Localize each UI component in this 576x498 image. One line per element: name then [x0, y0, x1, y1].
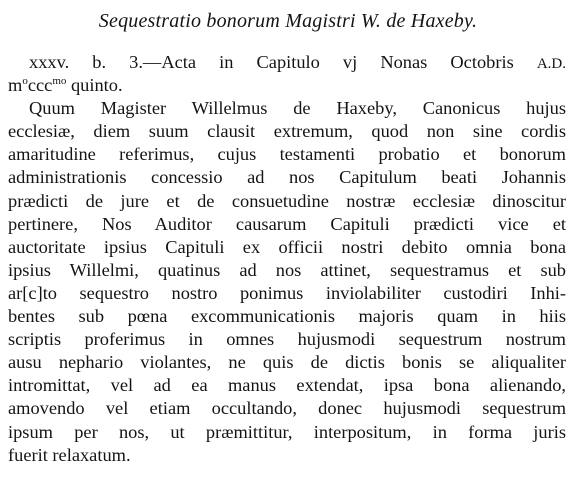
heading-line: [8, 51, 566, 74]
paragraph-line: ausu nephario violantes, ne quis de dictis bonis se aliqualiter: [8, 352, 566, 373]
year-superscript-1: o: [22, 74, 28, 87]
paragraph-line: ipsum per nos, ut præmittitur, interpositum, in forma juris: [8, 421, 566, 442]
year-superscript-2: mo: [52, 74, 67, 87]
paragraph-line: prædicti de jure et de consuetudine nostræ ecclesiæ dinoscitur: [8, 190, 566, 211]
paragraph-line: auctoritate ipsius Capituli ex officii nostri debito omnia bona: [8, 236, 566, 257]
paragraph-line: ecclesiæ, diem suum clausit extremum, quod non sine cordis: [8, 121, 566, 142]
paragraph-line: bentes sub pœna excommunicationis majoris quam in hiis: [8, 306, 566, 327]
paragraph-line: pertinere, Nos Auditor causarum Capituli prædicti vice et: [8, 213, 566, 234]
document-body: [8, 51, 566, 467]
heading-ref: xxxv. b. 3.—Acta in Capitulo vj Nonas Octobris: [29, 52, 514, 72]
paragraph-line: Quum Magister Willelmus de Haxeby, Canonicus hujus: [29, 98, 566, 119]
paragraph-line: fuerit relaxatum.: [8, 444, 131, 465]
heading-era: A.D.: [536, 56, 566, 72]
paragraph-line: scriptis proferimus in omnes hujusmodi sequestrum nostrum: [8, 329, 566, 350]
heading-year-line: [8, 74, 566, 97]
document-title: Sequestratio bonorum Magistri W. de Haxeby.: [98, 10, 478, 32]
paragraph-line: ar[c]to sequestro nostro ponimus inviolabiliter custodiri Inhi-: [8, 282, 566, 303]
paragraph-line: ipsius Willelmi, quatinus ad nos attinet, sequestramus et sub: [8, 259, 566, 280]
paragraph-line: amovendo vel etiam occultando, donec hujusmodi sequestrum: [8, 398, 566, 419]
year-mid: ccc: [27, 75, 53, 96]
paragraph-line: intromittat, vel ad ea manus extendat, ipsa bona alienando,: [8, 375, 566, 396]
paragraph-line: amaritudine referimus, cujus testamenti probatio et bonorum: [8, 144, 566, 165]
year-prefix: m: [8, 75, 23, 96]
paragraph-line: administrationis concessio ad nos Capitulum beati Johannis: [8, 167, 566, 188]
year-suffix: quinto.: [66, 75, 123, 96]
